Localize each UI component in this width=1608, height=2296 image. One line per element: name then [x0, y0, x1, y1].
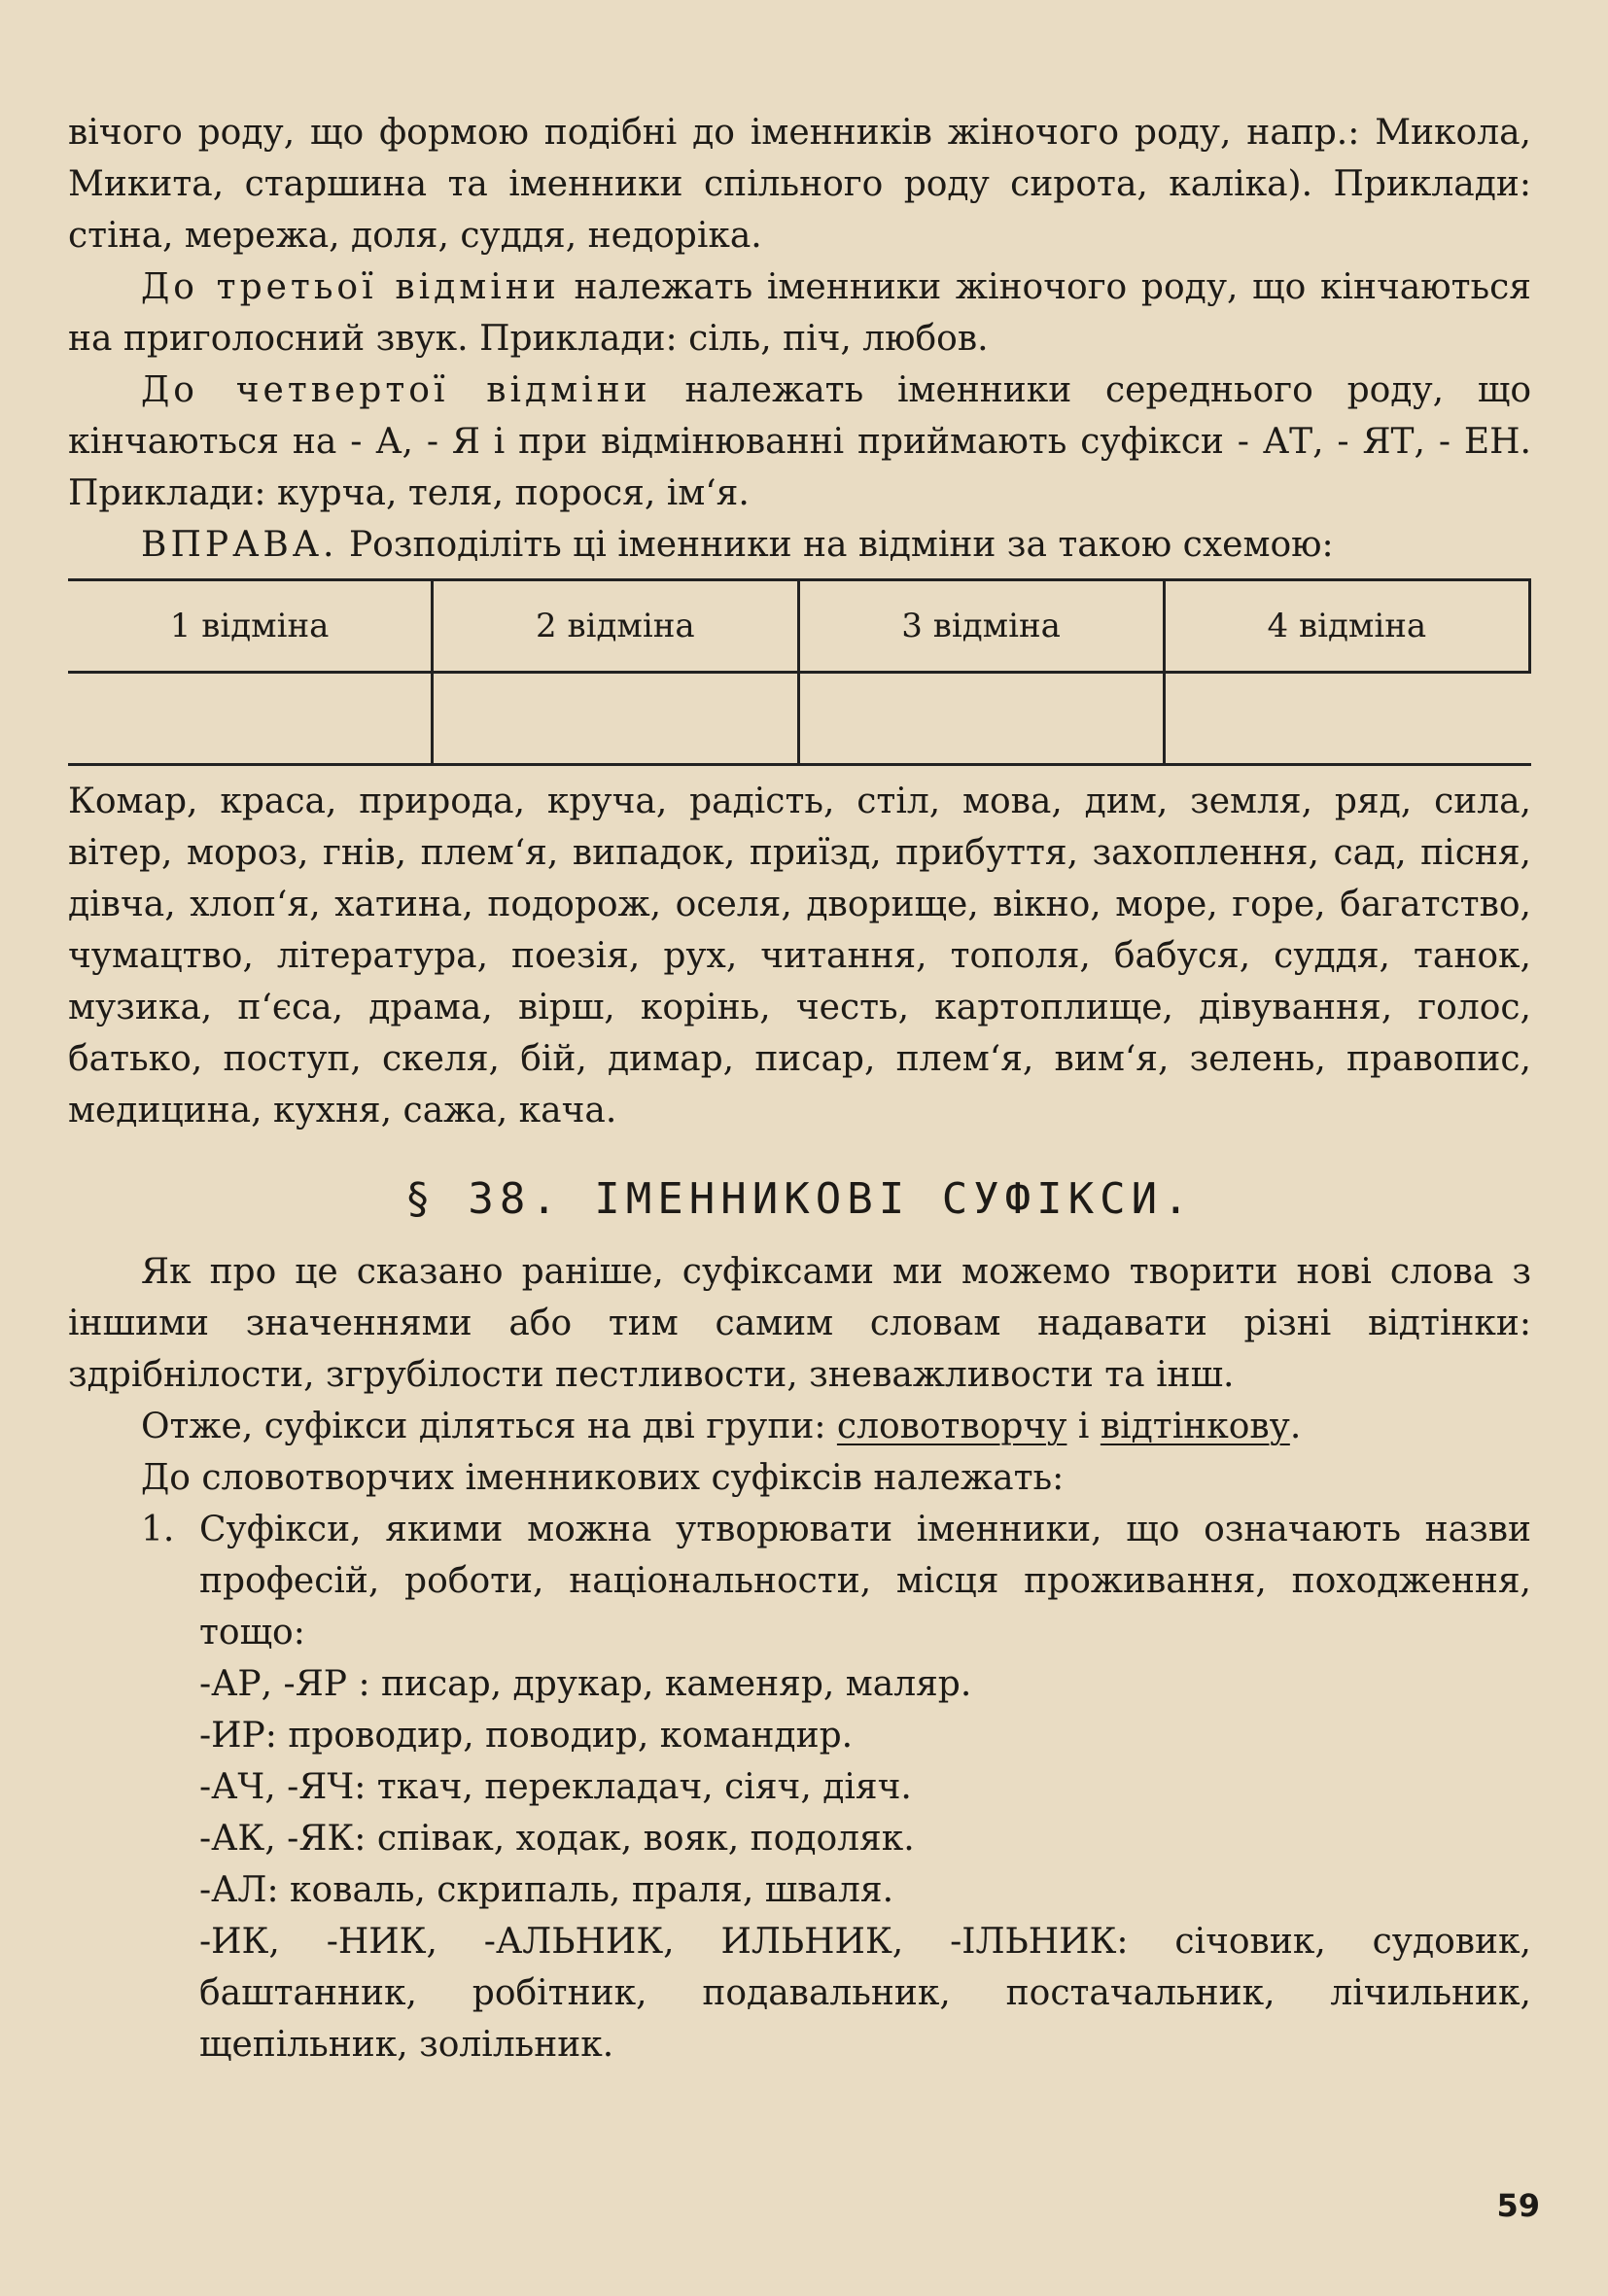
paragraph-1: вічого роду, що формою подібні до іменників жіночого роду, напр.: Микола, Микита, старшина та іменники спільного роду сирота, каліка). Приклади: стіна, мережа, доля, суддя, недоріка.: [68, 113, 1531, 256]
exercise-instruction: [68, 519, 1531, 571]
suffix-groups: [68, 1401, 1531, 1452]
table-empty-cell: [1166, 671, 1531, 763]
list-item-number: 1.: [141, 1510, 175, 1549]
list-item: [141, 1504, 1531, 1658]
paragraph-2-text: належать іменники жіночого роду, що кінчаються на приголосний звук. Приклади: сіль, піч, любов.: [68, 267, 1531, 359]
suffix-list: [141, 1504, 1531, 1658]
page-body: [68, 107, 1531, 2070]
group-word-forming: словотворчу: [836, 1407, 1067, 1446]
section-intro: Як про це сказано раніше, суфіксами ми можемо творити нові слова з іншими значеннями або тим самим словам надавати різні відтінки: здрібнілости, згрубілости пестливости, зневажливости та інш.: [68, 1252, 1531, 1395]
table-empty-cell: [68, 671, 434, 763]
exercise-label: ВПРАВА.: [141, 525, 338, 565]
table-empty-cell: [800, 671, 1166, 763]
section-heading: § 38. ІМЕННИКОВІ СУФІКСИ.: [404, 1174, 1195, 1224]
table-header-1: 1 відміна: [68, 581, 434, 671]
table-header-4: 4 відміна: [1166, 581, 1531, 671]
suffix-line: -АК, -ЯК: співак, ходак, вояк, подоляк.: [199, 1819, 915, 1859]
page-number: 59: [1496, 2187, 1540, 2224]
suffix-line: -АЛ: коваль, скрипаль, праля, шваля.: [199, 1870, 894, 1910]
suffix-line: -АЧ, -ЯЧ: ткач, перекладач, сіяч, діяч.: [199, 1767, 912, 1807]
suffix-line: -ИК, -НИК, -АЛЬНИК, ИЛЬНИК, -ІЛЬНИК: січовик, судовик, баштанник, робітник, подавальник, постачальник, лічильник, щепільник, золільник.: [199, 1922, 1531, 2065]
suffix-groups-text: Отже, суфікси діляться на дві групи:: [141, 1407, 837, 1446]
table-header-3: 3 відміна: [800, 581, 1166, 671]
paragraph-3-text: належать іменники середнього роду, що кінчаються на - А, - Я і при відмінюванні приймають суфікси - АТ, - ЯТ, - ЕН. Приклади: курча, теля, порося, ім‘я.: [68, 370, 1531, 513]
suffix-line: -ИР: проводир, поводир, командир.: [199, 1716, 854, 1756]
suffix-examples: [199, 1658, 1531, 2070]
emphasis-fourth-declension: До четвертої відміни: [141, 370, 651, 410]
table-empty-cell: [434, 671, 799, 763]
exercise-text: Розподіліть ці іменники на відміни за такою схемою:: [337, 525, 1334, 565]
conjunction: і: [1066, 1407, 1101, 1446]
declension-table: [68, 578, 1531, 766]
list-item-text: Суфікси, якими можна утворювати іменники, що означають назви професій, роботи, національности, місця проживання, походження, тощо:: [199, 1510, 1531, 1652]
table-header-2: 2 відміна: [434, 581, 799, 671]
emphasis-third-declension: До третьої відміни: [141, 267, 560, 307]
suffix-line: -АР, -ЯР : писар, друкар, каменяр, маляр.: [199, 1664, 972, 1704]
paragraph-3: [68, 365, 1531, 519]
word-list: Комар, краса, природа, круча, радість, стіл, мова, дим, земля, ряд, сила, вітер, мороз, гнів, плем‘я, випадок, приїзд, прибуття, захоплення, сад, пісня, дівча, хлоп‘я, хатина, подорож, оселя, дворище, вікно, море, горе, багатство, чумацтво, література, поезія, рух, читання, тополя, бабуся, суддя, танок, музика, п‘єса, драма, вірш, корінь, честь, картоплище, дівування, голос, батько, поступ, скеля, бій, димар, писар, плем‘я, вим‘я, зелень, правопис, медицина, кухня, сажа, кача.: [68, 782, 1531, 1131]
paragraph-2: [68, 261, 1531, 365]
period: .: [1289, 1407, 1302, 1446]
group-nuance: відтінкову: [1100, 1407, 1290, 1446]
belong-line: До словотворчих іменникових суфіксів належать:: [141, 1458, 1065, 1498]
